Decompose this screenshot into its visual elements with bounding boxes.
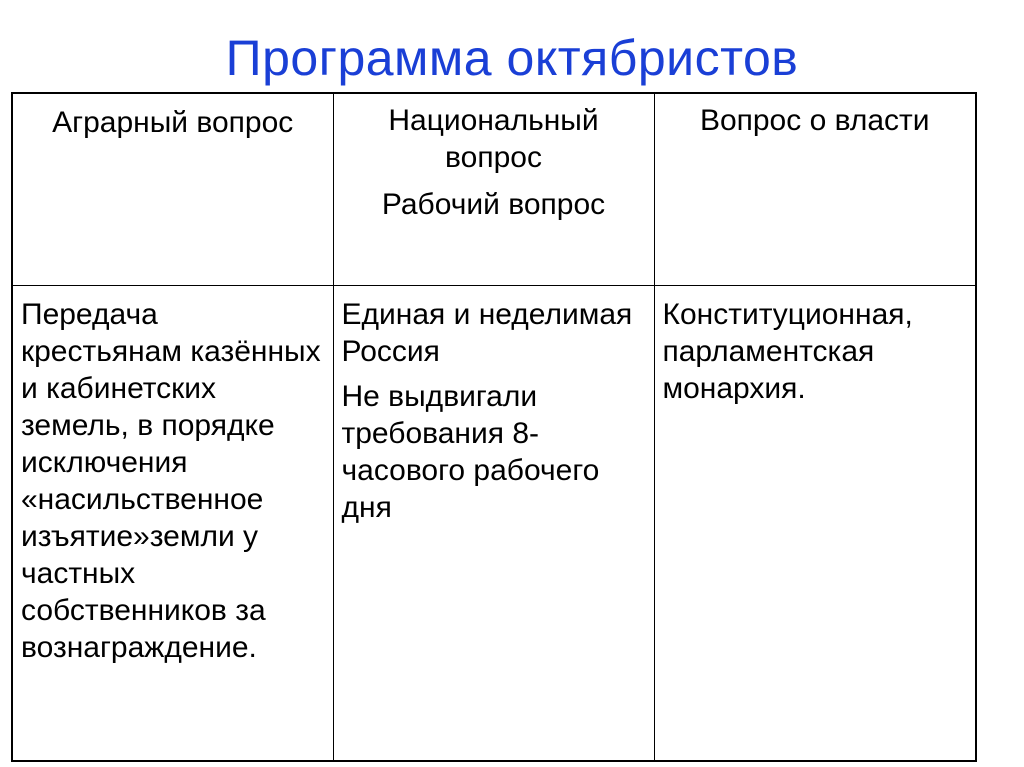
header-agrarian-label: Аграрный вопрос [52, 106, 294, 139]
power-position-text: Конституционная, парламентская монархия. [662, 297, 913, 405]
table-body-row [12, 285, 976, 761]
table-header-row [12, 93, 976, 285]
header-cell-national-labour [333, 93, 654, 285]
header-labour-label: Рабочий вопрос [381, 188, 606, 221]
header-cell-agrarian [12, 93, 333, 285]
slide-title: Программа октябристов [225, 30, 799, 86]
header-cell-power [654, 93, 976, 285]
labour-position-text: Не выдвигали требования 8-часового рабочего дня [341, 379, 600, 524]
program-table [11, 92, 977, 762]
cell-agrarian-position [12, 285, 333, 761]
agrarian-position-text: Передача крестьянам казённых и кабинетских земель, в порядке исключения «насильственное изъятие»земли у частных собственников за вознаграждение. [21, 297, 321, 664]
national-position-text: Единая и неделимая Россия [341, 297, 633, 368]
header-power-label: Вопрос о власти [699, 104, 930, 137]
cell-power-position [654, 285, 976, 761]
cell-national-labour-position [333, 285, 654, 761]
header-national-label: Национальный вопрос [388, 104, 599, 174]
